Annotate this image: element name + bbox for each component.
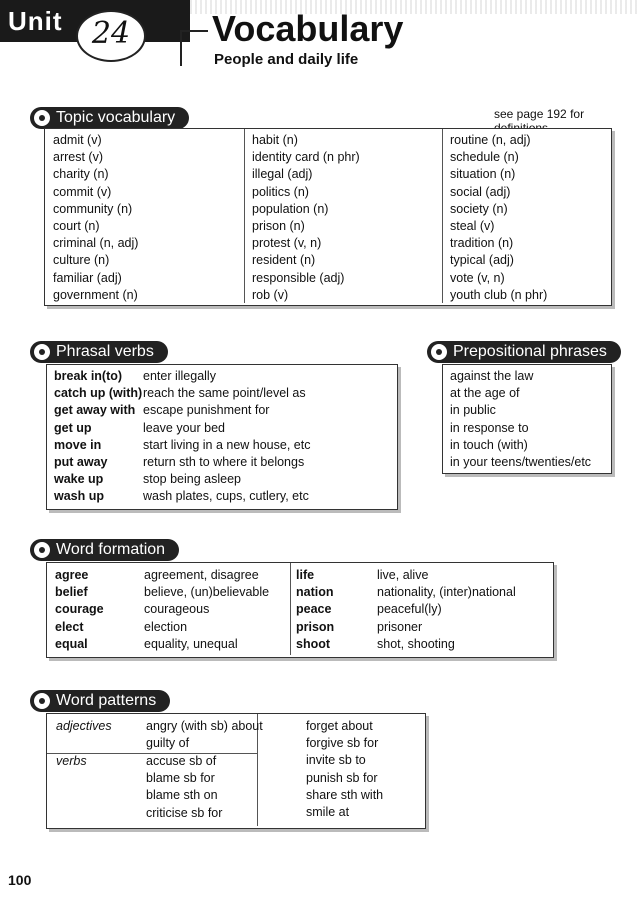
vocab-item: habit (n) — [252, 133, 298, 147]
section-heading-word-formation — [30, 539, 179, 561]
phrasal-verbs-meanings — [143, 368, 310, 506]
derived-forms: nationality, (inter)national — [377, 585, 516, 600]
bullet-icon — [431, 344, 447, 360]
prepositional-phrase: in touch (with) — [450, 437, 528, 452]
base-word: prison — [296, 619, 335, 634]
section-heading-text: Topic vocabulary — [56, 109, 176, 126]
bullet-icon — [34, 542, 50, 558]
base-word: equal — [55, 636, 88, 651]
vocab-item: commit (v) — [53, 184, 112, 199]
word-patterns-verbs — [146, 753, 222, 822]
word-pattern: smile at — [306, 805, 350, 820]
vocab-item: illegal (adj) — [252, 167, 313, 182]
vocab-item: social (adj) — [450, 184, 511, 199]
word-formation-words-2 — [296, 567, 334, 653]
title-rule — [180, 30, 208, 32]
base-word: nation — [296, 585, 334, 600]
derived-forms: prisoner — [377, 619, 423, 634]
word-patterns-adjectives — [146, 718, 263, 752]
word-pattern: blame sb for — [146, 771, 215, 786]
vocab-item: youth club (n phr) — [450, 287, 548, 302]
label-adjectives: adjectives — [56, 719, 112, 733]
derived-forms: believe, (un)believable — [144, 585, 270, 600]
vocab-item: society (n) — [450, 201, 508, 216]
label-verbs: verbs — [56, 754, 87, 768]
prepositional-phrases-list — [450, 368, 591, 471]
base-word: courage — [55, 602, 104, 617]
title-vertical-rule — [180, 30, 182, 66]
phrasal-verb: move in — [54, 437, 102, 452]
vocab-item: tradition (n) — [450, 236, 514, 251]
bullet-icon — [34, 693, 50, 709]
vocab-item: familiar (adj) — [53, 270, 122, 285]
prepositional-phrase: against the law — [450, 369, 534, 383]
page-title: Vocabulary — [212, 8, 404, 49]
phrasal-verb: put away — [54, 455, 108, 470]
column-divider — [290, 563, 291, 655]
phrasal-verb-meaning: reach the same point/level as — [143, 386, 306, 401]
derived-forms: shot, shooting — [377, 636, 455, 651]
vocab-item: admit (v) — [53, 133, 102, 147]
word-pattern: criticise sb for — [146, 805, 223, 820]
column-divider — [442, 129, 443, 303]
vocab-item: politics (n) — [252, 184, 309, 199]
phrasal-verb-meaning: enter illegally — [143, 369, 216, 383]
vocab-item: vote (v, n) — [450, 270, 505, 285]
word-pattern: forgive sb for — [306, 736, 379, 751]
word-patterns-column-3 — [306, 718, 383, 821]
prepositional-phrase: at the age of — [450, 386, 520, 401]
vocab-item: typical (adj) — [450, 253, 514, 268]
derived-forms: live, alive — [377, 568, 429, 582]
prepositional-phrase: in response to — [450, 420, 529, 435]
vocab-item: prison (n) — [252, 219, 305, 234]
vocab-item: resident (n) — [252, 253, 316, 268]
vocab-item: court (n) — [53, 219, 100, 234]
vocab-item: culture (n) — [53, 253, 110, 268]
phrasal-verb-meaning: wash plates, cups, cutlery, etc — [143, 489, 309, 504]
derived-forms: election — [144, 619, 188, 634]
column-divider — [244, 129, 245, 303]
vocab-item: government (n) — [53, 287, 138, 302]
vocab-item: protest (v, n) — [252, 236, 322, 251]
section-heading-text: Phrasal verbs — [56, 343, 154, 360]
phrasal-verb: break in(to) — [54, 369, 123, 383]
vocab-item: arrest (v) — [53, 150, 103, 165]
section-heading-text: Word patterns — [56, 692, 157, 709]
bullet-icon — [34, 344, 50, 360]
vocab-item: schedule (n) — [450, 150, 519, 165]
vocab-item: charity (n) — [53, 167, 109, 182]
word-formation-words-1 — [55, 567, 104, 653]
section-heading-prepositional-phrases — [427, 341, 621, 363]
word-pattern: accuse sb of — [146, 754, 217, 768]
section-heading-topic-vocabulary — [30, 107, 189, 129]
base-word: peace — [296, 602, 332, 617]
topic-vocabulary-column-2 — [252, 132, 360, 304]
phrasal-verbs-column — [54, 368, 142, 506]
word-pattern: invite sb to — [306, 753, 366, 768]
topic-vocabulary-column-3 — [450, 132, 547, 304]
derived-forms: agreement, disagree — [144, 568, 259, 582]
base-word: belief — [55, 585, 88, 600]
base-word: shoot — [296, 636, 331, 651]
word-pattern: angry (with sb) about — [146, 719, 263, 733]
vocab-item: community (n) — [53, 201, 133, 216]
phrasal-verb: wash up — [54, 489, 105, 504]
unit-number: 24 — [91, 16, 131, 51]
derived-forms: equality, unequal — [144, 636, 238, 651]
page-number: 100 — [8, 872, 32, 888]
base-word: elect — [55, 619, 84, 634]
vocab-item: responsible (adj) — [252, 270, 345, 285]
base-word: agree — [55, 568, 89, 582]
vocab-item: steal (v) — [450, 219, 495, 234]
section-heading-text: Word formation — [56, 541, 166, 558]
section-heading-word-patterns — [30, 690, 170, 712]
phrasal-verb-meaning: escape punishment for — [143, 403, 270, 418]
word-formation-forms-2 — [377, 567, 516, 653]
definitions-note: see page 192 for — [494, 107, 585, 121]
vocab-item: criminal (n, adj) — [53, 236, 139, 251]
vocab-item: situation (n) — [450, 167, 516, 182]
page-subtitle: People and daily life — [214, 51, 359, 68]
word-pattern: blame sth on — [146, 788, 218, 803]
prepositional-phrase: in your teens/twenties/etc — [450, 455, 592, 470]
word-pattern: share sth with — [306, 787, 384, 802]
phrasal-verb-meaning: return sth to where it belongs — [143, 455, 305, 470]
phrasal-verb: wake up — [54, 472, 104, 487]
derived-forms: peaceful(ly) — [377, 602, 442, 617]
vocab-item: rob (v) — [252, 287, 289, 302]
phrasal-verb-meaning: leave your bed — [143, 420, 226, 435]
base-word: life — [296, 568, 315, 582]
word-pattern: guilty of — [146, 736, 190, 751]
bullet-icon — [34, 110, 50, 126]
section-heading-phrasal-verbs — [30, 341, 168, 363]
word-pattern: forget about — [306, 719, 373, 733]
unit-label: Unit — [8, 6, 63, 36]
word-formation-forms-1 — [144, 567, 269, 653]
phrasal-verb: get away with — [54, 403, 136, 418]
phrasal-verb: get up — [54, 420, 92, 435]
phrasal-verb-meaning: start living in a new house, etc — [143, 437, 311, 452]
prepositional-phrase: in public — [450, 403, 496, 418]
vocab-item: identity card (n phr) — [252, 150, 360, 165]
vocab-item: population (n) — [252, 201, 329, 216]
derived-forms: courageous — [144, 602, 210, 617]
phrasal-verb-meaning: stop being asleep — [143, 472, 241, 487]
word-pattern: punish sb for — [306, 770, 378, 785]
section-heading-text: Prepositional phrases — [453, 343, 607, 360]
phrasal-verb: catch up (with) — [54, 386, 143, 401]
vocab-item: routine (n, adj) — [450, 133, 531, 147]
topic-vocabulary-column-1 — [53, 132, 138, 304]
